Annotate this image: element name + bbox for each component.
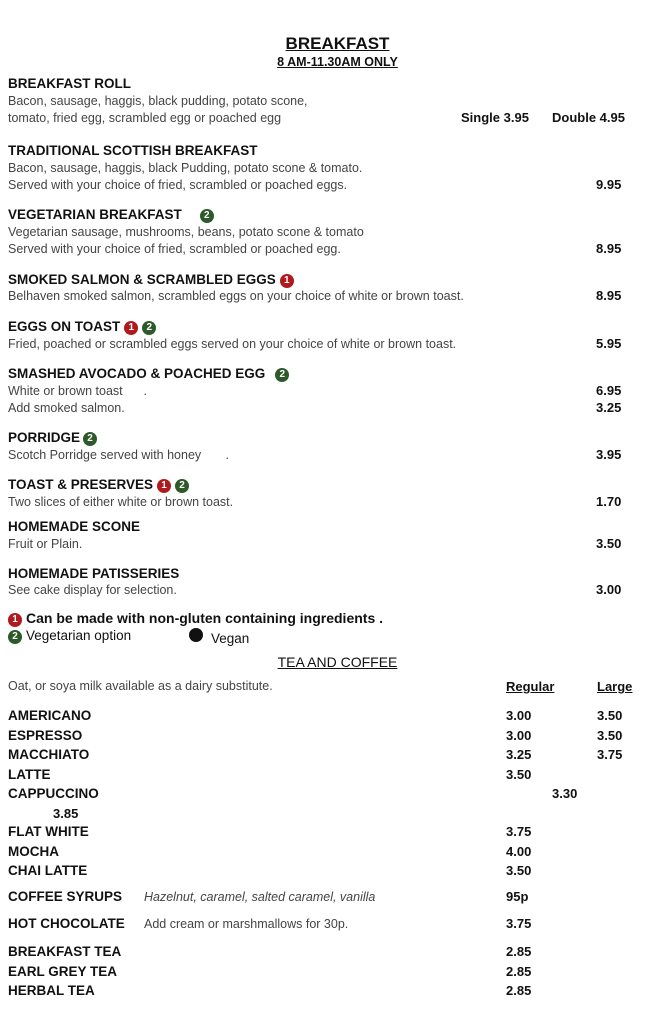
vegetarian-badge-icon: 2: [142, 321, 156, 335]
drink-name: ESPRESSO: [8, 728, 83, 743]
gluten-free-badge-icon: 1: [124, 321, 138, 335]
item-description: See cake display for selection.: [8, 583, 177, 597]
drink-price-large: 3.75: [597, 747, 623, 762]
item-price: 5.95: [596, 336, 622, 351]
menu-title: BREAKFAST: [285, 34, 390, 53]
drink-price-regular: 3.75: [506, 916, 532, 931]
drink-price-regular: 3.00: [506, 708, 532, 723]
item-price: 9.95: [596, 177, 622, 192]
vegetarian-badge-icon: 2: [275, 368, 289, 382]
drink-price-large: 3.50: [597, 728, 623, 743]
gluten-free-badge-icon: 1: [157, 479, 171, 493]
legend-gluten: 1 Can be made with non-gluten containing ingredients .: [8, 610, 383, 627]
milk-note: Oat, or soya milk available as a dairy substitute.: [8, 679, 273, 693]
item-price-single: Single 3.95: [461, 110, 529, 125]
vegetarian-badge-icon: 2: [200, 209, 214, 223]
menu-hours: 8 AM-11.30AM ONLY: [277, 55, 398, 69]
legend-vegan: Vegan: [189, 628, 249, 646]
item-name: EGGS ON TOAST 1 2: [8, 319, 156, 335]
item-description: Served with your choice of fried, scrambled or poached eggs.: [8, 178, 348, 192]
item-name: TOAST & PRESERVES 1 2: [8, 477, 189, 493]
drink-price-regular: 3.30: [552, 786, 578, 801]
drink-price-regular: 3.75: [506, 824, 532, 839]
item-price: 3.50: [596, 536, 622, 551]
item-description: Fried, poached or scrambled eggs served on your choice of white or brown toast.: [8, 337, 457, 351]
item-name: SMOKED SALMON & SCRAMBLED EGGS 1: [8, 272, 294, 288]
drink-name: COFFEE SYRUPS: [8, 889, 123, 904]
item-description: Fruit or Plain.: [8, 537, 83, 551]
drink-name: BREAKFAST TEA: [8, 944, 122, 959]
vegetarian-badge-icon: 2: [175, 479, 189, 493]
gluten-free-badge-icon: 1: [280, 274, 294, 288]
item-name: VEGETARIAN BREAKFAST 2: [8, 207, 214, 223]
item-description: Bacon, sausage, haggis, black pudding, potato scone,: [8, 94, 308, 108]
item-name: SMASHED AVOCADO & POACHED EGG 2: [8, 366, 289, 382]
item-name: HOMEMADE SCONE: [8, 519, 141, 534]
item-price: 3.00: [596, 582, 622, 597]
item-price-double: Double 4.95: [552, 110, 625, 125]
item-name: TRADITIONAL SCOTTISH BREAKFAST: [8, 143, 258, 158]
item-price: 6.95: [596, 383, 622, 398]
item-description: Scotch Porridge served with honey .: [8, 448, 229, 462]
drink-name: LATTE: [8, 767, 51, 782]
column-header-regular: Regular: [506, 679, 555, 694]
drink-name: HERBAL TEA: [8, 983, 95, 998]
item-price: 8.95: [596, 288, 622, 303]
item-description: Two slices of either white or brown toast.: [8, 495, 234, 509]
item-name: BREAKFAST ROLL: [8, 76, 131, 91]
drink-price-regular: 3.25: [506, 747, 532, 762]
vegetarian-badge-icon: 2: [83, 432, 97, 446]
column-header-large: Large: [597, 679, 633, 694]
drink-name: HOT CHOCOLATE: [8, 916, 125, 931]
item-price: 8.95: [596, 241, 622, 256]
drink-price-regular: 2.85: [506, 964, 532, 979]
drink-name: AMERICANO: [8, 708, 92, 723]
section-title: TEA AND COFFEE: [277, 654, 398, 670]
item-description: Vegetarian sausage, mushrooms, beans, potato scone & tomato: [8, 225, 364, 239]
item-price: 1.70: [596, 494, 622, 509]
drink-name: CAPPUCCINO: [8, 786, 99, 801]
item-description: Served with your choice of fried, scrambled or poached egg.: [8, 242, 341, 256]
vegetarian-badge-icon: 2: [8, 630, 22, 644]
item-description: Add smoked salmon.: [8, 401, 125, 415]
drink-name: MOCHA: [8, 844, 59, 859]
item-description: Belhaven smoked salmon, scrambled eggs on your choice of white or brown toast.: [8, 289, 464, 303]
gluten-free-badge-icon: 1: [8, 613, 22, 627]
item-description: tomato, fried egg, scrambled egg or poached egg: [8, 111, 282, 125]
item-price: 3.95: [596, 447, 622, 462]
drink-price-large: 3.85: [53, 806, 79, 821]
item-description: Bacon, sausage, haggis, black Pudding, potato scone & tomato.: [8, 161, 363, 175]
drink-price-regular: 4.00: [506, 844, 532, 859]
item-description: White or brown toast .: [8, 384, 147, 398]
legend-vegetarian: 2 Vegetarian option: [8, 628, 131, 644]
drink-price-regular: 95p: [506, 889, 529, 904]
drink-price-regular: 3.00: [506, 728, 532, 743]
drink-detail: Hazelnut, caramel, salted caramel, vanilla: [144, 890, 376, 904]
drink-price-regular: 2.85: [506, 983, 532, 998]
drink-name: MACCHIATO: [8, 747, 90, 762]
item-price-addon: 3.25: [596, 400, 622, 415]
drink-name: FLAT WHITE: [8, 824, 89, 839]
item-name: HOMEMADE PATISSERIES: [8, 566, 180, 581]
drink-price-regular: 3.50: [506, 767, 532, 782]
item-name: PORRIDGE 2: [8, 430, 97, 446]
drink-name: EARL GREY TEA: [8, 964, 118, 979]
drink-name: CHAI LATTE: [8, 863, 88, 878]
drink-price-regular: 3.50: [506, 863, 532, 878]
drink-price-large: 3.50: [597, 708, 623, 723]
vegan-badge-icon: [189, 628, 203, 642]
drink-price-regular: 2.85: [506, 944, 532, 959]
drink-detail: Add cream or marshmallows for 30p.: [144, 917, 349, 931]
